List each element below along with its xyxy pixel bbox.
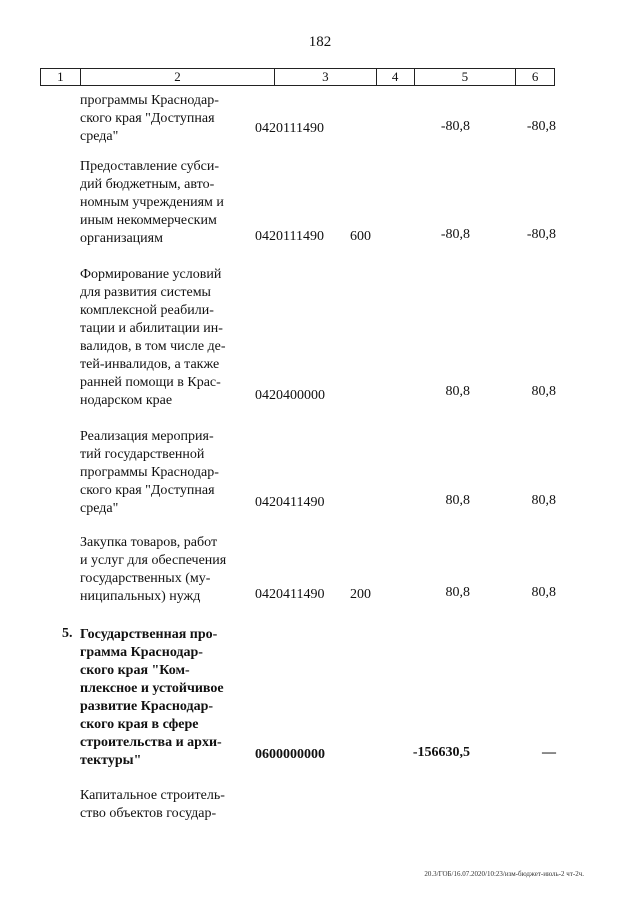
row-code: 0420400000 [255, 388, 325, 403]
row-code: 0600000000 [255, 747, 325, 762]
row-description: Государственная про- грамма Краснодар- ского края "Ком- плексное и устойчивое развитие Краснодар- ского края в сфере строительства и архи- тектуры" [80, 627, 224, 768]
row-description: Реализация мероприя- тий государственной программы Краснодар- ского края "Доступная среда" [80, 429, 219, 516]
row-description: Капитальное строитель- ство объектов государ- [80, 788, 225, 821]
row-expense-type: 200 [350, 587, 371, 602]
row-number: 5. [62, 626, 73, 641]
row-description: Формирование условий для развития системы комплексной реабили- тации и абилитации ин- валидов, в том числе де- тей-инвалидов, а также ранней помощи в Крас- нодарском крае [80, 267, 226, 408]
row-value-col5: 80,8 [445, 384, 470, 399]
row-value-col5: -80,8 [440, 227, 470, 242]
page-number: 182 [308, 34, 332, 50]
column-header-6: 6 [531, 69, 539, 84]
column-header-3: 3 [275, 69, 377, 85]
row-value-col6: — [542, 745, 556, 760]
row-description: программы Краснодар- ского края "Доступная среда" [80, 93, 219, 144]
column-header-2: 2 [81, 69, 275, 85]
row-value-col6: -80,8 [526, 227, 556, 242]
row-code: 0420111490 [255, 229, 324, 244]
row-description: Закупка товаров, работ и услуг для обеспечения государственных (му- ниципальных) нужд [80, 535, 227, 604]
row-expense-type: 600 [350, 229, 371, 244]
row-value-col5: 80,8 [445, 585, 470, 600]
column-header-1: 1 [41, 69, 81, 85]
column-header-4: 4 [377, 69, 415, 85]
column-header-5: 5 [415, 69, 517, 85]
row-code: 0420411490 [255, 495, 325, 510]
row-value-col5: 80,8 [445, 493, 470, 508]
row-value-col5: -156630,5 [412, 745, 470, 760]
row-value-col5: -80,8 [440, 119, 470, 134]
row-value-col6: 80,8 [531, 493, 556, 508]
row-value-col6: 80,8 [531, 384, 556, 399]
row-value-col6: 80,8 [531, 585, 556, 600]
row-description: Предоставление субси- дий бюджетным, авто- номным учреждениям и иным некоммерческим организациям [80, 159, 224, 246]
table-column-header [40, 68, 555, 86]
row-code: 0420111490 [255, 121, 324, 136]
document-footer: 20.3/ГОБ/16.07.2020/10:23/изм-бюджет-июль-2 чт-2ч. [424, 870, 584, 878]
row-code: 0420411490 [255, 587, 325, 602]
row-value-col6: -80,8 [526, 119, 556, 134]
